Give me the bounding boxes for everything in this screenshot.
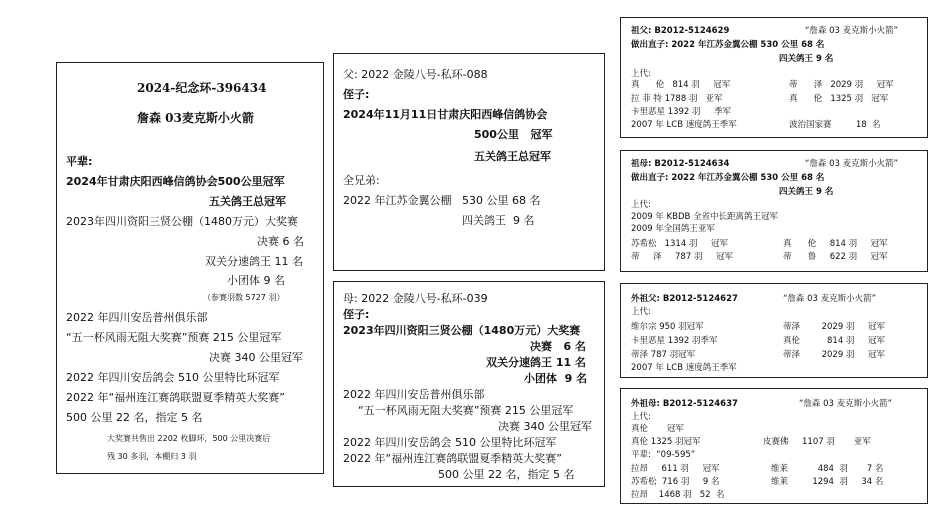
ancestry-line: 2009 年全国鸽王亚军 xyxy=(631,224,715,234)
mother-record: 2022 年“福州连江赛鸽联盟夏季精英大奖赛” xyxy=(343,452,562,465)
record-line: 2022 年“福州连江赛鸽联盟夏季精英大奖赛” xyxy=(66,391,285,404)
record-line: 决赛 340 公里冠军 xyxy=(209,351,303,364)
ancestry-line: 蒂 泽 787 羽 冠军 xyxy=(631,252,733,262)
ancestry-line: 苏希松 716 羽 9 名 xyxy=(631,477,720,487)
ancestry-line: 真伦 冠军 xyxy=(631,424,684,434)
ancestry-line: 苏希松 1314 羽 冠军 xyxy=(631,239,728,249)
grandfather-record: 做出直子: 2022 年江苏金翼公棚 530 公里 68 名 xyxy=(631,40,825,50)
maternal-grandmother-card xyxy=(620,388,928,504)
father-record: 2024年11月11日甘肃庆阳西峰信鸽协会 xyxy=(343,108,548,121)
mother-record: 双关分速鸽王 11 名 xyxy=(486,356,586,369)
grandfather-ring: 祖父: B2012-5124629 xyxy=(631,26,730,36)
note-line: 大奖赛共售出 2202 枚脚环，500 公里决赛后 xyxy=(107,434,271,443)
ancestry-line: 拉昂 1468 羽 52 名 xyxy=(631,490,725,500)
ancestry-line: 真 伦 1325 羽 冠军 xyxy=(789,94,889,104)
record-line: 双关分速鸽王 11 名 xyxy=(205,255,303,268)
pigeon-name: 詹森 03麦克斯小火箭 xyxy=(137,111,254,125)
ancestry-line: 维尔宗 950 羽冠军 xyxy=(631,322,704,332)
ancestry-line: 卡里恶星 1392 羽季军 xyxy=(631,336,718,346)
ring-number: 2024-纪念环-396434 xyxy=(137,81,267,95)
father-ring: 父: 2022 金陵八号-私环-088 xyxy=(343,68,488,81)
grandfather-card xyxy=(620,17,928,138)
father-sibling-label: 全兄弟: xyxy=(343,174,380,187)
maternal-grandfather-card xyxy=(620,283,928,378)
record-label: 平辈: xyxy=(66,155,93,168)
record-line: 五关鸽王总冠军 xyxy=(209,195,286,208)
ancestry-label: 上代: xyxy=(631,307,651,317)
record-line: 2022 年四川安岳普州俱乐部 xyxy=(66,311,208,324)
ancestry-line: 卡里恶星 1392 羽 季军 xyxy=(631,107,732,117)
ancestry-label: 上代: xyxy=(631,69,651,79)
ancestry-line: 2009 年 KBDB 全省中长距离鸽王冠军 xyxy=(631,212,779,222)
strain-tag: “詹森 03 麦克斯小火箭” xyxy=(783,294,877,304)
maternal-grandmother-ring: 外祖母: B2012-5124637 xyxy=(631,399,738,409)
ancestry-line: 蒂泽 787 羽冠军 xyxy=(631,350,696,360)
grandmother-card xyxy=(620,150,928,272)
ancestry-line: 波治国家赛 18 名 xyxy=(789,120,881,130)
ancestry-line: 维莱 1294 羽 34 名 xyxy=(771,477,884,487)
ancestry-line: 拉 菲 特 1788 羽 亚军 xyxy=(631,94,723,104)
record-line: 2024年甘肃庆阳西峰信鸽协会500公里冠军 xyxy=(66,175,285,188)
grandmother-record: 四关鸽王 9 名 xyxy=(779,187,834,197)
grandmother-record: 做出直子: 2022 年江苏金翼公棚 530 公里 68 名 xyxy=(631,173,825,183)
maternal-grandfather-ring: 外祖父: B2012-5124627 xyxy=(631,294,738,304)
father-record: 四关鸽王 9 名 xyxy=(462,214,535,227)
father-record: 2022 年江苏金翼公棚 530 公里 68 名 xyxy=(343,194,541,207)
record-line: 小团体 9 名 xyxy=(227,274,285,287)
ancestry-line: 真伦 814 羽 冠军 xyxy=(783,336,885,346)
ancestry-line: 皮赛佛 1107 羽 亚军 xyxy=(763,437,871,447)
mother-record: “五一杯风雨无阻大奖赛”预赛 215 公里冠军 xyxy=(358,404,574,417)
mother-sub-label: 侄子: xyxy=(343,308,370,321)
grandfather-record: 四关鸽王 9 名 xyxy=(779,54,834,64)
record-line: 2022 年四川安岳鸽会 510 公里特比环冠军 xyxy=(66,371,280,384)
main-pigeon-card xyxy=(56,62,324,474)
ancestry-line: 蒂 泽 2029 羽 冠军 xyxy=(789,80,894,90)
record-line: “五一杯风雨无阻大奖赛”预赛 215 公里冠军 xyxy=(66,331,282,344)
record-line: 决赛 6 名 xyxy=(257,235,304,248)
mother-record: 2022 年四川安岳普州俱乐部 xyxy=(343,388,485,401)
mother-record: 2022 年四川安岳鸽会 510 公里特比环冠军 xyxy=(343,436,557,449)
ancestry-line: 2007 年 LCB 速度鸽王季军 xyxy=(631,363,737,373)
mother-record: 小团体 9 名 xyxy=(524,372,588,385)
record-line: 2023年四川资阳三贤公棚（1480万元）大奖赛 xyxy=(66,215,298,228)
ancestry-line: 2007 年 LCB 速度鸽王季军 xyxy=(631,120,737,130)
grandmother-ring: 祖母: B2012-5124634 xyxy=(631,159,730,169)
ancestry-line: 蒂泽 2029 羽 冠军 xyxy=(783,350,885,360)
strain-tag: “詹森 03 麦克斯小火箭” xyxy=(805,26,899,36)
mother-record: 2023年四川资阳三贤公棚（1480万元）大奖赛 xyxy=(343,324,581,337)
mother-record: 决赛 6 名 xyxy=(530,340,586,353)
ancestry-line: 维莱 484 羽 7 名 xyxy=(771,464,884,474)
father-sub-label: 侄子: xyxy=(343,88,370,101)
ancestry-line: 蒂泽 2029 羽 冠军 xyxy=(783,322,885,332)
ancestry-line: 真 伦 814 羽 冠军 xyxy=(783,239,888,249)
mother-record: 500 公里 22 名，指定 5 名 xyxy=(438,468,575,481)
strain-tag: “詹森 03 麦克斯小火箭” xyxy=(799,399,893,409)
strain-tag: “詹森 03 麦克斯小火箭” xyxy=(805,159,899,169)
father-record: 五关鸽王总冠军 xyxy=(474,150,551,163)
ancestry-line: 真 伦 814 羽 冠军 xyxy=(631,80,731,90)
entry-count: （参赛羽数 5727 羽） xyxy=(203,293,285,302)
siblings-line: 平辈: “09-595” xyxy=(631,450,696,460)
mother-ring: 母: 2022 金陵八号-私环-039 xyxy=(343,292,488,305)
record-line: 500 公里 22 名，指定 5 名 xyxy=(66,411,203,424)
ancestry-label: 上代: xyxy=(631,200,651,210)
ancestry-line: 真伦 1325 羽冠军 xyxy=(631,437,701,447)
ancestry-line: 蒂 鲁 622 羽 冠军 xyxy=(783,252,888,262)
mother-card xyxy=(333,281,605,487)
note-line: 残 30 多羽，本棚归 3 羽 xyxy=(107,452,197,461)
ancestry-line: 拉昂 611 羽 冠军 xyxy=(631,464,720,474)
father-record: 500公里 冠军 xyxy=(474,128,553,141)
ancestry-label: 上代: xyxy=(631,412,651,422)
mother-record: 决赛 340 公里冠军 xyxy=(498,420,592,433)
father-card xyxy=(333,53,605,271)
